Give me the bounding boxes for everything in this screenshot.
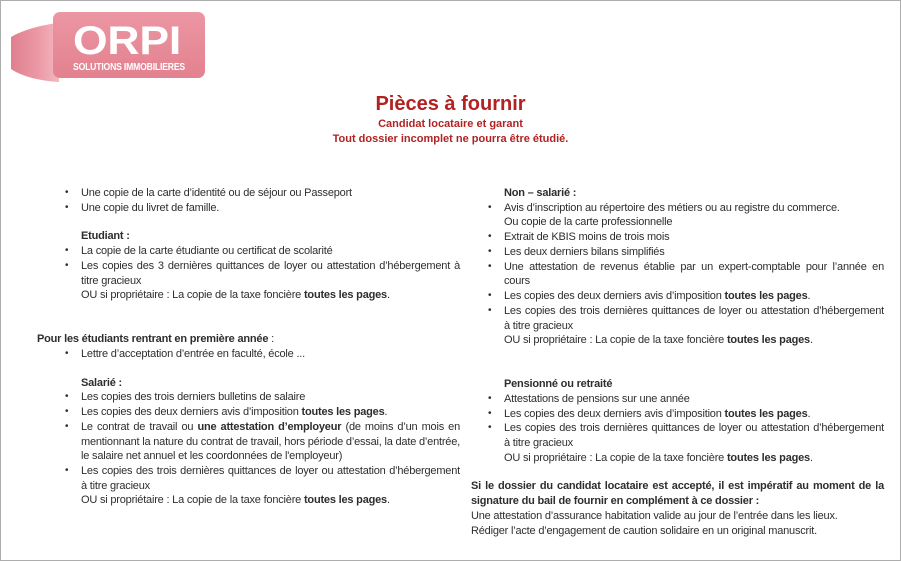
logo-ribbon-tail xyxy=(11,23,59,82)
logo-tagline-text: SOLUTIONS IMMOBILIERES xyxy=(73,62,186,73)
text-line xyxy=(504,407,884,422)
bullet-item xyxy=(460,201,884,230)
bullet-item xyxy=(37,390,460,405)
bullet-text xyxy=(81,405,460,420)
bullet-icon: • xyxy=(65,187,69,198)
text-segment: Attestations de pensions sur une année xyxy=(504,392,690,405)
text-segment: Lettre d’acceptation d’entrée en faculté, école ... xyxy=(81,347,306,360)
text-line xyxy=(81,390,460,405)
bold-text-segment: toutes les pages xyxy=(726,451,810,464)
text-segment: (de moins d’un mois en mentionnant la nature du contrat de travail, hors période d’essai, la date d’entrée, le salaire net annuel et les coordonnées de l'employeur) xyxy=(81,420,460,463)
bullet-text xyxy=(504,421,884,465)
bold-text-segment: toutes les pages xyxy=(301,406,385,419)
text-segment: Les copies des trois dernières quittances de loyer ou attestation d’hébergement à titre gracieux xyxy=(504,422,884,450)
text-segment: . xyxy=(809,451,813,464)
columns-container xyxy=(1,186,901,538)
bold-text-segment: Pour les étudiants rentrant en première année xyxy=(37,333,269,346)
text-segment: Ou copie de la carte professionnelle xyxy=(504,216,673,229)
text-segment: Extrait de KBIS moins de trois mois xyxy=(504,231,670,244)
bullet-icon: • xyxy=(488,290,492,302)
bullet-item xyxy=(460,421,884,465)
bullet-text xyxy=(504,392,884,407)
text-segment: Une copie du livret de famille. xyxy=(81,201,220,214)
text-line xyxy=(504,304,884,333)
left-column xyxy=(1,186,460,538)
bold-text-segment: toutes les pages xyxy=(724,407,808,420)
bullet-item xyxy=(460,260,884,289)
text-line xyxy=(81,288,460,303)
document-section xyxy=(37,332,460,361)
text-segment: Les copies des trois derniers bulletins de salaire xyxy=(81,391,306,404)
bullet-icon: • xyxy=(488,392,492,404)
bold-text-segment: Pensionné ou retraité xyxy=(504,378,613,391)
text-segment: Les copies des 3 dernières quittances de loyer ou attestation d’hébergement à titre gracieux xyxy=(81,259,460,287)
text-line xyxy=(81,493,460,508)
text-segment: OU si propriétaire : La copie de la taxe foncière xyxy=(504,334,727,347)
document-section xyxy=(460,479,884,538)
text-line xyxy=(81,186,460,201)
bullet-text xyxy=(81,464,460,508)
bullet-text xyxy=(81,347,460,362)
text-segment: OU si propriétaire : La copie de la taxe foncière xyxy=(81,289,304,302)
section-heading xyxy=(37,332,460,347)
title-block xyxy=(1,93,900,147)
text-segment: . xyxy=(384,406,388,419)
bullet-text xyxy=(504,289,884,304)
page-title: Pièces à fournir xyxy=(375,93,526,115)
text-segment: : xyxy=(268,333,274,346)
bullet-item xyxy=(460,304,884,348)
text-line xyxy=(504,289,884,304)
document-section xyxy=(37,376,460,509)
bullet-icon: • xyxy=(488,304,492,316)
text-segment: Une attestation d’assurance habitation valide au jour de l’entrée dans les lieux. xyxy=(471,509,838,522)
text-segment: Rédiger l’acte d’engagement de caution solidaire en un original manuscrit. xyxy=(471,524,817,537)
bullet-item xyxy=(460,289,884,304)
text-segment: . xyxy=(809,334,813,347)
bullet-item xyxy=(37,464,460,508)
bullet-icon: • xyxy=(65,201,69,213)
document-section xyxy=(37,229,460,303)
bullet-text xyxy=(81,186,460,201)
text-segment: . xyxy=(386,289,390,302)
bullet-icon: • xyxy=(488,422,492,434)
text-line xyxy=(81,405,460,420)
bullet-text xyxy=(504,260,884,289)
bullet-item xyxy=(37,244,460,259)
bullet-icon: • xyxy=(488,407,492,419)
text-segment: La copie de la carte étudiante ou certificat de scolarité xyxy=(81,245,333,258)
bullet-item xyxy=(37,405,460,420)
bullet-icon: • xyxy=(488,201,492,213)
closing-text-line xyxy=(460,524,884,539)
text-segment: Les copies des deux derniers avis d’imposition xyxy=(504,290,725,303)
bullet-text xyxy=(504,407,884,422)
bullet-item xyxy=(460,230,884,245)
section-heading xyxy=(37,376,460,391)
text-segment: . xyxy=(807,407,811,420)
document-section xyxy=(37,186,460,215)
bullet-icon: • xyxy=(65,245,69,257)
text-segment: OU si propriétaire : La copie de la taxe foncière xyxy=(504,451,727,464)
closing-text-line xyxy=(460,509,884,524)
text-line xyxy=(504,451,884,466)
bullet-icon: • xyxy=(65,259,69,271)
bullet-item xyxy=(37,201,460,216)
bold-text-segment: toutes les pages xyxy=(303,494,387,507)
bullet-icon: • xyxy=(65,391,69,403)
text-line xyxy=(81,420,460,464)
bullet-icon: • xyxy=(65,465,69,477)
text-segment: . xyxy=(386,494,390,507)
bullet-item xyxy=(37,259,460,303)
bullet-item xyxy=(37,347,460,362)
text-line xyxy=(504,260,884,289)
text-segment: Avis d’inscription au répertoire des métiers ou au registre du commerce. xyxy=(504,201,840,214)
text-segment: Une copie de la carte d’identité ou de séjour ou Passeport xyxy=(81,187,352,199)
text-segment: Les copies des deux derniers avis d’imposition xyxy=(81,406,302,419)
text-line xyxy=(81,259,460,288)
text-line xyxy=(504,392,884,407)
text-line xyxy=(504,230,884,245)
bullet-text xyxy=(504,245,884,260)
bold-text-segment: Salarié : xyxy=(81,376,123,389)
bullet-text xyxy=(504,230,884,245)
text-line xyxy=(504,421,884,450)
bullet-icon: • xyxy=(65,347,69,359)
bullet-item xyxy=(460,392,884,407)
text-segment: Une attestation de revenus établie par un expert-comptable pour l’année en cours xyxy=(504,260,884,288)
bold-text-segment: Non – salarié : xyxy=(504,187,577,199)
text-segment: Le contrat de travail ou xyxy=(81,420,198,433)
text-line xyxy=(81,201,460,216)
bold-text-segment: toutes les pages xyxy=(303,289,387,302)
bullet-text xyxy=(81,259,460,303)
orpi-logo xyxy=(9,7,209,85)
bullet-item xyxy=(37,420,460,464)
bullet-text xyxy=(81,390,460,405)
text-line xyxy=(81,347,460,362)
bullet-text xyxy=(81,201,460,216)
bullet-icon: • xyxy=(488,231,492,243)
text-segment: OU si propriétaire : La copie de la taxe foncière xyxy=(81,494,304,507)
logo-brand-text: ORPI xyxy=(73,19,181,63)
text-segment: Les deux derniers bilans simplifiés xyxy=(504,245,665,258)
text-line xyxy=(81,244,460,259)
bold-text-segment: toutes les pages xyxy=(724,290,808,303)
text-line xyxy=(81,464,460,493)
bullet-icon: • xyxy=(488,260,492,272)
text-segment: Les copies des deux derniers avis d’imposition xyxy=(504,407,725,420)
bullet-text xyxy=(504,304,884,348)
bullet-icon: • xyxy=(65,420,69,432)
text-line xyxy=(504,215,884,230)
subtitle-warning: Tout dossier incomplet ne pourra être étudié. xyxy=(332,132,569,145)
bold-text-segment: toutes les pages xyxy=(726,334,810,347)
text-line xyxy=(504,245,884,260)
bullet-item xyxy=(460,245,884,260)
text-segment: . xyxy=(807,290,811,303)
bullet-text xyxy=(81,244,460,259)
document-section xyxy=(460,377,884,465)
subtitle-audience: Candidat locataire et garant xyxy=(378,118,523,130)
right-column xyxy=(460,186,901,538)
bullet-icon: • xyxy=(488,245,492,257)
text-line xyxy=(504,201,884,216)
bold-text-segment: Si le dossier du candidat locataire est accepté, il est impératif au moment de la signature du bail de fournir en complément à ce dossier : xyxy=(471,480,884,508)
section-heading xyxy=(460,186,884,201)
section-heading xyxy=(460,377,884,392)
text-segment: Les copies des trois dernières quittances de loyer ou attestation d’hébergement à titre gracieux xyxy=(81,465,460,492)
text-line xyxy=(504,333,884,348)
bullet-text xyxy=(504,201,884,230)
bold-text-segment: une attestation d’employeur xyxy=(197,420,342,433)
bullet-text xyxy=(81,420,460,464)
text-segment: Les copies des trois dernières quittances de loyer ou attestation d’hébergement à titre gracieux xyxy=(504,304,884,332)
document-section xyxy=(460,186,884,348)
closing-text-line xyxy=(460,479,884,508)
bold-text-segment: Etudiant : xyxy=(81,230,130,243)
bullet-item xyxy=(460,407,884,422)
bullet-icon: • xyxy=(65,406,69,418)
bullet-item xyxy=(37,186,460,201)
section-heading xyxy=(37,229,460,244)
